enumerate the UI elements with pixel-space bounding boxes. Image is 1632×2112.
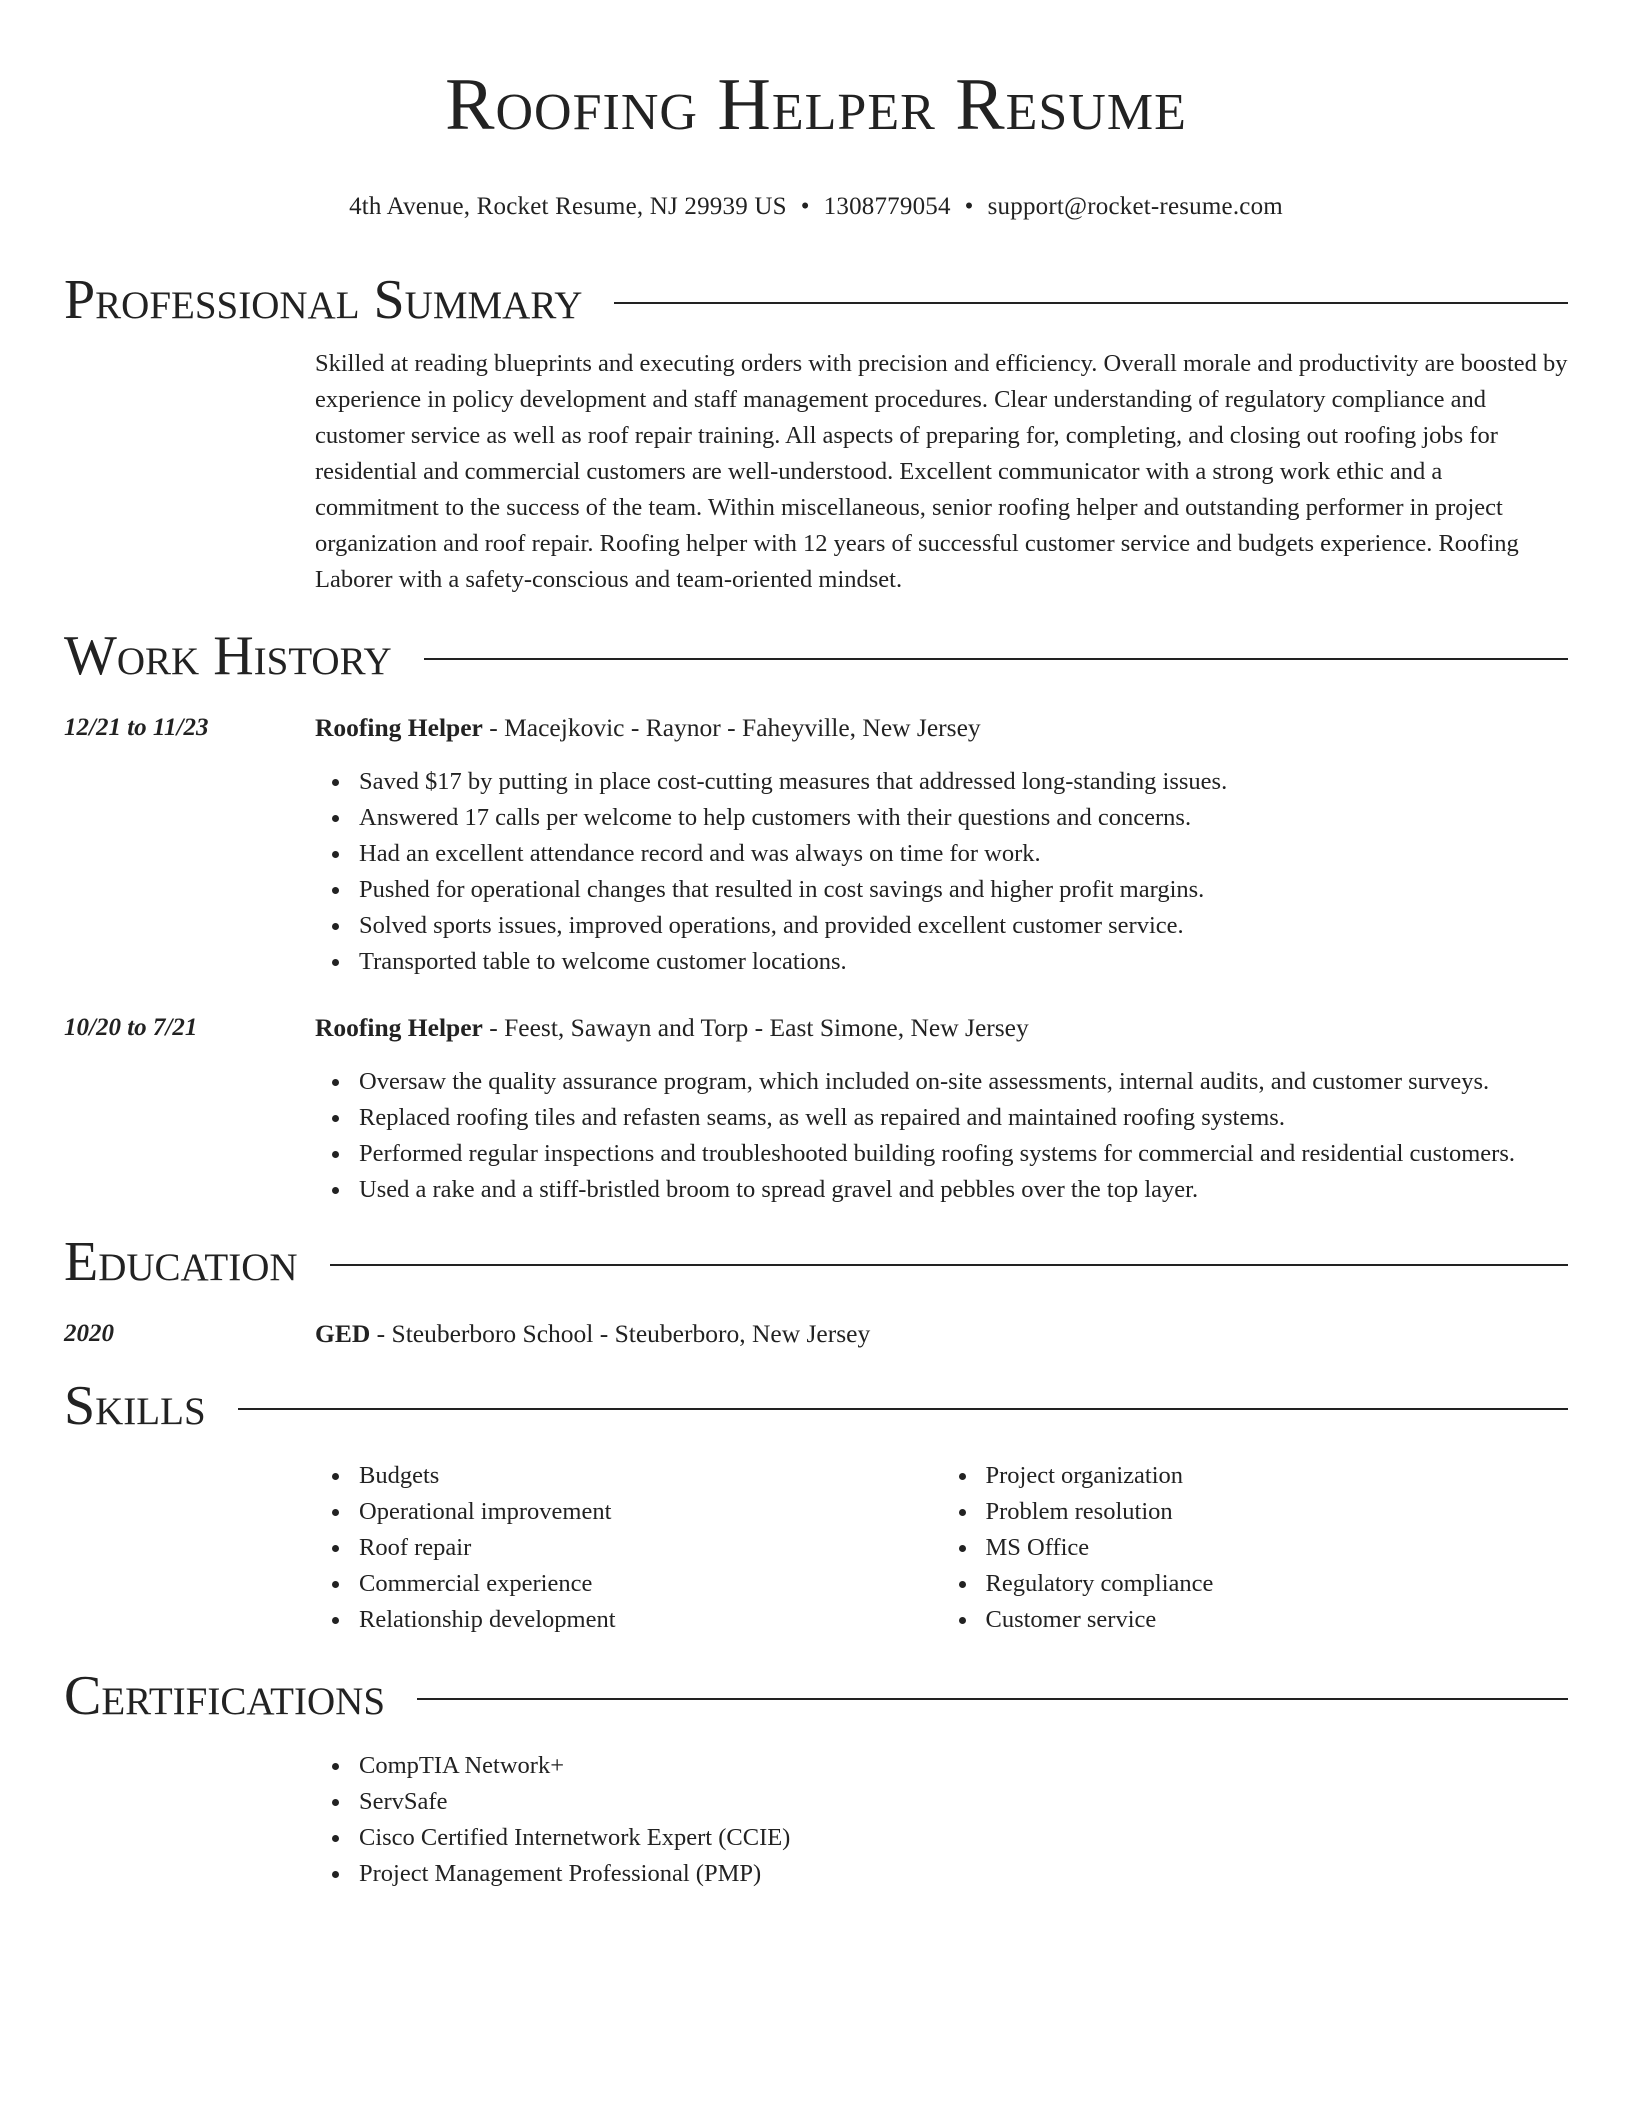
list-item: MS Office (986, 1530, 1569, 1566)
section-divider (330, 1264, 1568, 1266)
job-details: - Feest, Sawayn and Torp - East Simone, New Jersey (482, 1013, 1029, 1042)
job-bullets-block (315, 764, 1568, 980)
list-item: Pushed for operational changes that resulted in cost savings and higher profit margins. (359, 872, 1568, 908)
job-date: 10/20 to 7/21 (64, 1014, 198, 1041)
list-item: ServSafe (359, 1784, 1568, 1820)
list-item: Oversaw the quality assurance program, which included on-site assessments, internal audits, and customer surveys. (359, 1064, 1568, 1100)
education-date: 2020 (64, 1320, 114, 1347)
section-heading-summary (64, 268, 1568, 332)
skills-list-left (315, 1458, 942, 1638)
list-item: Saved $17 by putting in place cost-cutting measures that addressed long-standing issues. (359, 764, 1568, 800)
summary-text: Skilled at reading blueprints and executing orders with precision and efficiency. Overall morale and productivity are boosted by experience in policy development and staff management procedures. Clear understanding of regulatory compliance and customer service as well as roof repair training. All aspects of preparing for, completing, and closing out roofing jobs for residential and commercial customers are well-understood. Excellent communicator with a strong work ethic and a commitment to the success of the team. Within miscellaneous, senior roofing helper and outstanding performer in project organization and roof repair. Roofing helper with 12 years of successful customer service and budgets experience. Roofing Laborer with a safety-conscious and team-oriented mindset. (315, 350, 1568, 593)
certifications-list (315, 1748, 1568, 1892)
contact-separator: • (964, 193, 974, 220)
list-item: Had an excellent attendance record and was always on time for work. (359, 836, 1568, 872)
job-heading (315, 1010, 1029, 1046)
section-divider (238, 1408, 1568, 1410)
section-title: Education (64, 1231, 298, 1293)
contact-separator: • (800, 193, 810, 220)
list-item: Budgets (359, 1458, 942, 1494)
certifications-block (315, 1748, 1568, 1892)
job-heading (315, 710, 981, 746)
section-title: Skills (64, 1375, 206, 1437)
section-title: Certifications (64, 1665, 386, 1727)
education-details: - Steuberboro School - Steuberboro, New Jersey (370, 1319, 871, 1348)
list-item: Used a rake and a stiff-bristled broom to spread gravel and pebbles over the top layer. (359, 1172, 1568, 1208)
list-item: Commercial experience (359, 1566, 942, 1602)
job-bullets-block (315, 1064, 1568, 1208)
section-heading-work-history (64, 624, 1568, 688)
job-bullets (315, 764, 1568, 980)
job-header (64, 710, 1568, 746)
education-degree: GED (315, 1319, 371, 1348)
section-heading-education (64, 1230, 1568, 1294)
list-item: Answered 17 calls per welcome to help customers with their questions and concerns. (359, 800, 1568, 836)
job-date: 12/21 to 11/23 (64, 714, 209, 741)
section-divider (417, 1698, 1568, 1700)
list-item: Project organization (986, 1458, 1569, 1494)
contact-line (64, 190, 1568, 224)
job-header (64, 1010, 1568, 1046)
section-title: Work History (64, 625, 392, 687)
skills-grid (315, 1458, 1568, 1638)
contact-phone: 1308779054 (823, 193, 951, 220)
list-item: Roof repair (359, 1530, 942, 1566)
contact-address: 4th Avenue, Rocket Resume, NJ 29939 US (349, 193, 787, 220)
job-entry (64, 1010, 1568, 1208)
list-item: Solved sports issues, improved operations, and provided excellent customer service. (359, 908, 1568, 944)
job-role: Roofing Helper (315, 1013, 483, 1042)
section-heading-certifications (64, 1664, 1568, 1728)
list-item: Replaced roofing tiles and refasten seams, as well as repaired and maintained roofing systems. (359, 1100, 1568, 1136)
list-item: Regulatory compliance (986, 1566, 1569, 1602)
list-item: Relationship development (359, 1602, 942, 1638)
list-item: CompTIA Network+ (359, 1748, 1568, 1784)
section-divider (614, 302, 1568, 304)
job-bullets (315, 1064, 1568, 1208)
list-item: Problem resolution (986, 1494, 1569, 1530)
education-entry (64, 1316, 1568, 1352)
list-item: Customer service (986, 1602, 1569, 1638)
section-divider (424, 658, 1568, 660)
job-role: Roofing Helper (315, 713, 483, 742)
resume-title: Roofing Helper Resume (445, 64, 1187, 146)
skills-list-right (942, 1458, 1569, 1638)
summary-block (315, 346, 1568, 598)
list-item: Transported table to welcome customer locations. (359, 944, 1568, 980)
contact-email: support@rocket-resume.com (987, 193, 1283, 220)
list-item: Project Management Professional (PMP) (359, 1856, 1568, 1892)
list-item: Cisco Certified Internetwork Expert (CCIE) (359, 1820, 1568, 1856)
section-title: Professional Summary (64, 269, 583, 331)
job-details: - Macejkovic - Raynor - Faheyville, New Jersey (482, 713, 981, 742)
list-item: Performed regular inspections and troubleshooted building roofing systems for commercial and residential customers. (359, 1136, 1568, 1172)
job-entry (64, 710, 1568, 980)
education-heading (315, 1316, 870, 1352)
section-heading-skills (64, 1374, 1568, 1438)
list-item: Operational improvement (359, 1494, 942, 1530)
